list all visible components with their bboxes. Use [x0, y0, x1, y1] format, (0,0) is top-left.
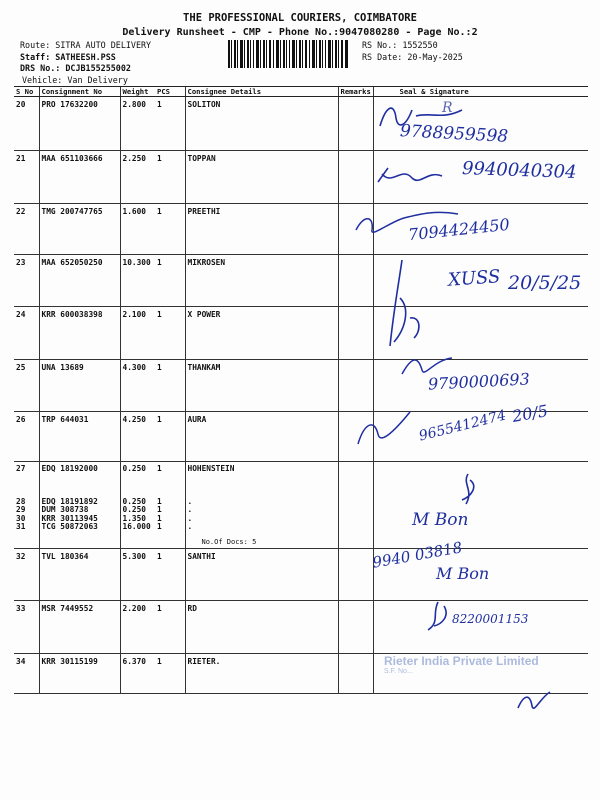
- cell-consignee: PREETHI: [185, 204, 338, 255]
- cell-sno: 22: [14, 204, 39, 255]
- handwritten-name-1: M Bon: [412, 510, 469, 530]
- cell-weight: 0.250 0.250 0.250 1.350 16.000: [120, 462, 155, 549]
- cell-sno: 33: [14, 601, 39, 654]
- col-consignee: Consignee Details: [185, 87, 338, 97]
- table-row: [14, 549, 588, 601]
- cell-consignment: KRR 30115199: [39, 654, 120, 694]
- handwritten-phone-5: 9790000693: [427, 369, 531, 394]
- cell-weight: 5.300: [120, 549, 155, 601]
- col-consignment: Consignment No: [39, 87, 120, 97]
- cell-consignee: MIKROSEN: [185, 255, 338, 307]
- handwritten-date-1: 20/5/25: [508, 272, 582, 294]
- cell-weight: 4.250: [120, 412, 155, 462]
- cell-consignment: MAA 652050250: [39, 255, 120, 307]
- col-pcs: PCS: [155, 87, 185, 97]
- cell-consignee: SANTHI: [185, 549, 338, 601]
- cell-consignee: X POWER: [185, 307, 338, 360]
- staff-text: Staff: SATHEESH.PSS: [20, 51, 116, 62]
- cell-signature: [373, 601, 588, 654]
- cell-pcs: 1: [155, 360, 185, 412]
- table-row: [14, 255, 588, 307]
- cell-sno: 21: [14, 151, 39, 204]
- cell-sno: 23: [14, 255, 39, 307]
- cell-consignee: THANKAM: [185, 360, 338, 412]
- cell-remarks: [338, 255, 373, 307]
- signature-scribble-7: [448, 470, 488, 510]
- vehicle-text: Vehicle: Van Delivery: [22, 74, 128, 85]
- cell-consignment: TRP 644031: [39, 412, 120, 462]
- col-remarks: Remarks: [338, 87, 373, 97]
- cell-remarks: [338, 601, 373, 654]
- handwritten-phone-1: 9788959598: [399, 121, 509, 147]
- rs-date: RS Date: 20-May-2025: [362, 51, 463, 62]
- cell-consignment: EDQ 18192000 EDQ 18191892 DUM 308738 KRR 30113945 TCG 50872063: [39, 462, 120, 549]
- table-row: [14, 601, 588, 654]
- signature-scribble-9: [514, 686, 554, 716]
- cell-consignee: RIETER.: [185, 654, 338, 694]
- svg-text:R: R: [442, 100, 453, 116]
- stamp-line: S.F. No...: [384, 668, 413, 675]
- cell-pcs: 1: [155, 549, 185, 601]
- cell-pcs: 1: [155, 204, 185, 255]
- cell-sno: 26: [14, 412, 39, 462]
- cell-consignee: AURA: [185, 412, 338, 462]
- cell-consignee: RD: [185, 601, 338, 654]
- drs-number: DRS No.: DCJB155255002: [20, 63, 131, 73]
- cell-sno: 32: [14, 549, 39, 601]
- cell-sno: 20: [14, 97, 39, 151]
- cell-consignment: PRO 17632200: [39, 97, 120, 151]
- cell-remarks: [338, 549, 373, 601]
- handwritten-phone-11: 8220001153: [452, 612, 529, 626]
- col-weight: Weight: [120, 87, 155, 97]
- barcode: [228, 40, 348, 68]
- handwritten-signature-4: XUSS: [447, 266, 502, 291]
- docs-count: No.Of Docs: 5: [201, 537, 257, 546]
- handwritten-name-2: M Bon: [436, 564, 490, 583]
- cell-consignee: HOHENSTEIN . . . . No.Of Docs: 5: [185, 462, 338, 549]
- table-header: [14, 87, 588, 97]
- cell-consignment: KRR 600038398: [39, 307, 120, 360]
- cell-weight: 2.200: [120, 601, 155, 654]
- cell-pcs: 1 1 1 1 1: [155, 462, 185, 549]
- table-row-group: [14, 462, 588, 549]
- cell-sno: 25: [14, 360, 39, 412]
- handwritten-phone-6: 9655412474: [417, 407, 508, 445]
- cell-pcs: 1: [155, 255, 185, 307]
- handwritten-phone-3: 7094424450: [407, 214, 511, 245]
- handwritten-phone-9: 9940 03818: [371, 538, 464, 572]
- meta-left: [20, 40, 151, 86]
- company-stamp: [384, 654, 574, 675]
- stamp-name: Rieter India Private Limited: [384, 654, 539, 668]
- route-text: Route: SITRA AUTO DELIVERY: [20, 40, 152, 50]
- cell-consignment: TVL 180364: [39, 549, 120, 601]
- cell-remarks: [338, 307, 373, 360]
- cell-weight: 2.250: [120, 151, 155, 204]
- cell-weight: 10.300: [120, 255, 155, 307]
- cell-remarks: [338, 97, 373, 151]
- cell-weight: 6.370: [120, 654, 155, 694]
- rs-number: RS No.: 1552550: [362, 40, 438, 50]
- cell-pcs: 1: [155, 97, 185, 151]
- cell-pcs: 1: [155, 654, 185, 694]
- cell-pcs: 1: [155, 601, 185, 654]
- cell-sno: 24: [14, 307, 39, 360]
- cell-pcs: 1: [155, 151, 185, 204]
- cell-consignment: MAA 651103666: [39, 151, 120, 204]
- cell-remarks: [338, 462, 373, 549]
- cell-sno: 27 28 29 30 31: [14, 462, 39, 549]
- meta-right: [362, 40, 463, 63]
- cell-consignment: TMG 200747765: [39, 204, 120, 255]
- cell-pcs: 1: [155, 307, 185, 360]
- cell-weight: 4.300: [120, 360, 155, 412]
- cell-consignee: SOLITON: [185, 97, 338, 151]
- col-sno: S No: [14, 87, 39, 97]
- cell-remarks: [338, 654, 373, 694]
- col-seal: Seal & Signature: [373, 87, 588, 97]
- cell-weight: 1.600: [120, 204, 155, 255]
- cell-weight: 2.800: [120, 97, 155, 151]
- signature-scribble-6: [352, 404, 422, 450]
- signature-scribble-2: [372, 160, 462, 190]
- cell-pcs: 1: [155, 412, 185, 462]
- cell-sno: 34: [14, 654, 39, 694]
- runsheet-subtitle: Delivery Runsheet - CMP - Phone No.:9047080280 - Page No.:2: [122, 27, 478, 38]
- signature-scribble-4: [380, 258, 450, 350]
- cell-consignment: MSR 7449552: [39, 601, 120, 654]
- handwritten-phone-2: 9940040304: [461, 158, 577, 183]
- handwritten-date-2: 20/5: [510, 401, 550, 426]
- table-row: [14, 307, 588, 360]
- cell-consignee: TOPPAN: [185, 151, 338, 204]
- cell-remarks: [338, 151, 373, 204]
- cell-consignment: UNA 13689: [39, 360, 120, 412]
- cell-weight: 2.100: [120, 307, 155, 360]
- company-title: THE PROFESSIONAL COURIERS, COIMBATORE: [183, 12, 417, 24]
